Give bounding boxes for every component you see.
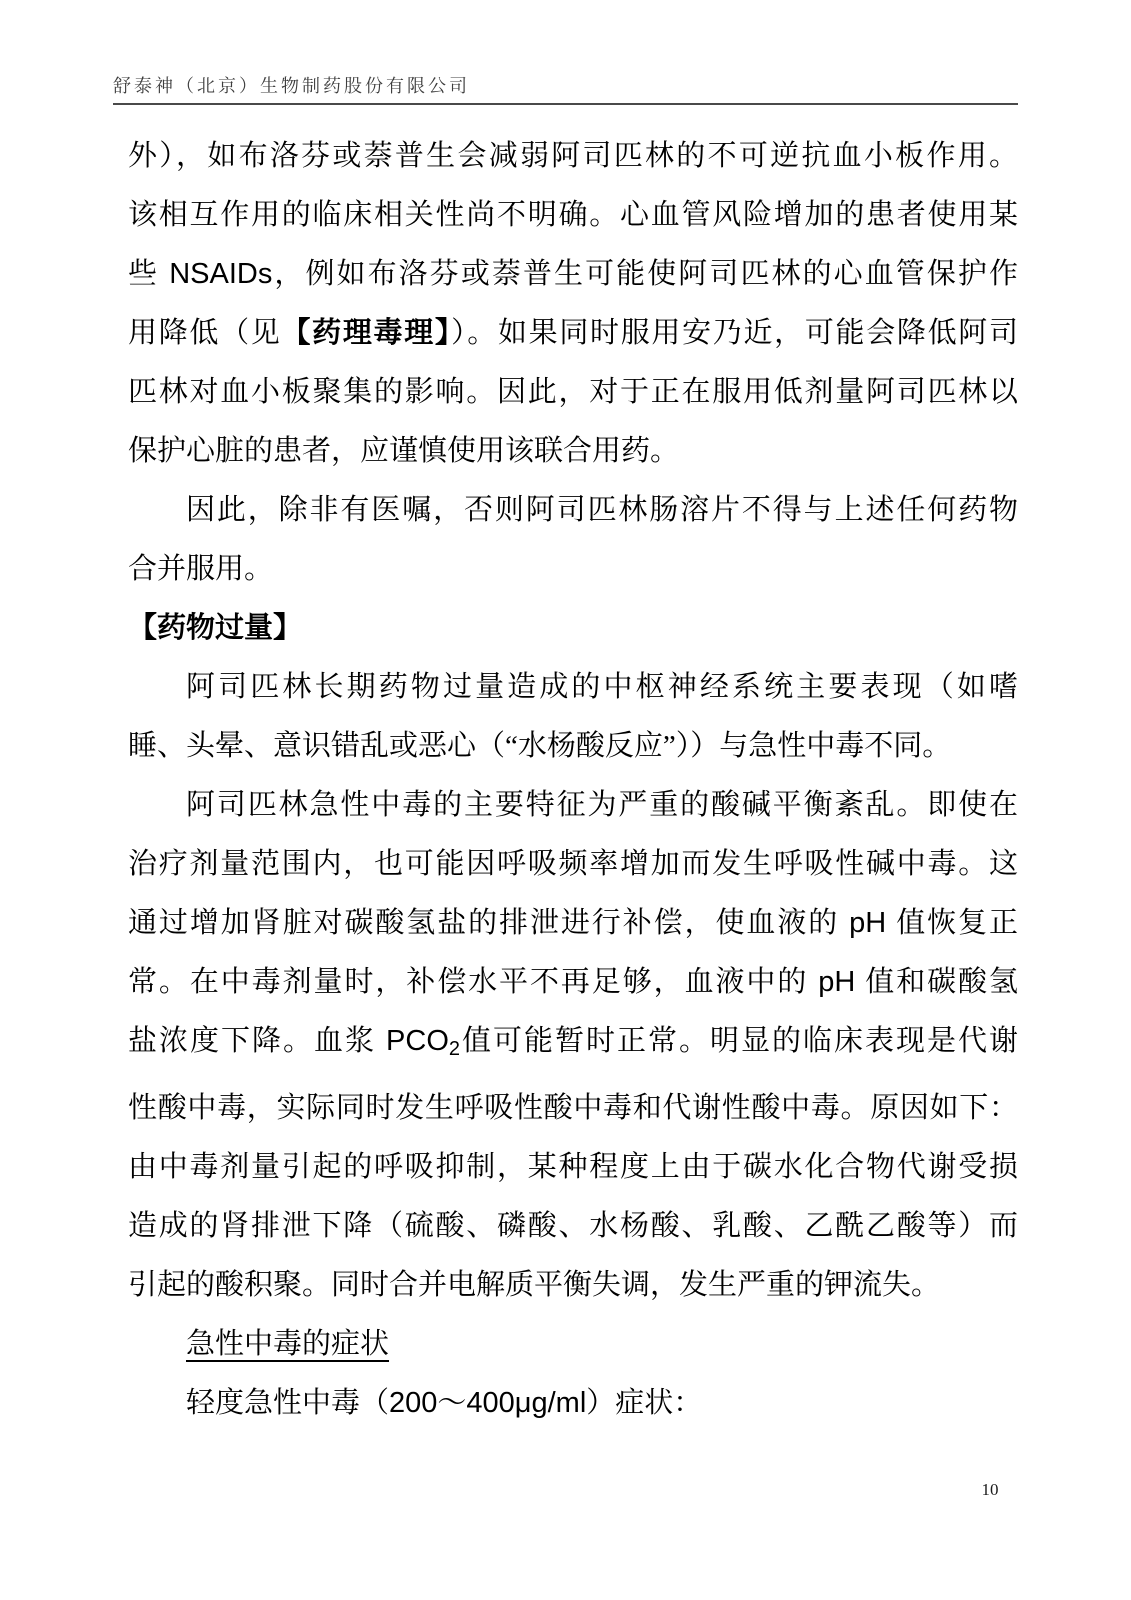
text-line <box>128 717 1018 776</box>
text-segment: ）症状： <box>586 1387 703 1419</box>
text-line <box>128 363 1018 422</box>
text-segment: ）。如果同时服用安乃近，可能会降低阿司 <box>451 317 1018 349</box>
text-segment: 造成的肾排泄下降（硫酸、磷酸、水杨酸、乳酸、乙酰乙酸等）而 <box>128 1210 1018 1242</box>
text-line <box>128 1012 1018 1079</box>
text-segment: 通过增加肾脏对碳酸氢盐的排泄进行补偿，使血液的 <box>128 907 840 939</box>
text-segment: 匹林对血小板聚集的影响。因此，对于正在服用低剂量阿司匹林以 <box>128 376 1018 408</box>
text-segment: PCO <box>375 1025 449 1057</box>
text-segment: ，例如布洛芬或萘普生可能使阿司匹林的心血管保护作 <box>272 258 1018 290</box>
text-segment: 盐浓度下降。血浆 <box>128 1025 376 1057</box>
text-segment: 轻度急性中毒（ <box>186 1387 390 1419</box>
text-line <box>128 658 1018 717</box>
text-line <box>128 186 1018 245</box>
text-segment: 由中毒剂量引起的呼吸抑制，某种程度上由于碳水化合物代谢受损 <box>128 1151 1018 1183</box>
text-segment: pH <box>839 907 897 939</box>
header-divider <box>113 103 1018 105</box>
text-segment: 外），如布洛芬或萘普生会减弱阿司匹林的不可逆抗血小板作用。 <box>128 140 1018 172</box>
text-line <box>128 835 1018 894</box>
text-line <box>128 127 1018 186</box>
text-line <box>128 1256 1018 1315</box>
text-segment: 用降低（见 <box>128 317 282 349</box>
text-line <box>128 1374 1018 1433</box>
text-segment: 急性中毒的症状 <box>186 1328 390 1360</box>
text-segment: 阿司匹林急性中毒的主要特征为严重的酸碱平衡紊乱。即使在 <box>186 789 1018 821</box>
text-segment: 值可能暂时正常。明显的临床表现是代谢 <box>460 1025 1018 1057</box>
text-segment: 值恢复正 <box>896 907 1018 939</box>
text-line <box>128 894 1018 953</box>
text-segment: 性酸中毒，实际同时发生呼吸性酸中毒和代谢性酸中毒。原因如下： <box>128 1092 1018 1124</box>
text-line <box>128 1315 1018 1374</box>
text-segment: 值和碳酸氢 <box>865 966 1018 998</box>
text-segment: 合并服用。 <box>128 553 274 585</box>
text-segment: NSAIDs <box>159 258 273 290</box>
text-segment: 阿司匹林长期药物过量造成的中枢神经系统主要表现（如嗜 <box>186 671 1018 703</box>
text-line <box>128 1197 1018 1256</box>
text-segment: 治疗剂量范围内，也可能因呼吸频率增加而发生呼吸性碱中毒。这 <box>128 848 1018 880</box>
text-line <box>128 1079 1018 1138</box>
text-segment: 2 <box>448 1038 461 1060</box>
text-segment: 200～400μg/ml <box>389 1387 587 1419</box>
text-segment: 引起的酸积聚。同时合并电解质平衡失调，发生严重的钾流失。 <box>128 1269 941 1301</box>
company-name: 舒泰神（北京）生物制药股份有限公司 <box>113 76 470 96</box>
text-line <box>128 481 1018 540</box>
text-segment: pH <box>808 966 866 998</box>
text-line <box>128 953 1018 1012</box>
text-line <box>128 1138 1018 1197</box>
text-segment: 常。在中毒剂量时，补偿水平不再足够，血液中的 <box>128 966 809 998</box>
text-segment: 保护心脏的患者，应谨慎使用该联合用药。 <box>128 435 680 467</box>
text-segment: 【药理毒理】 <box>281 317 452 349</box>
text-line <box>128 422 1018 481</box>
text-segment: 【药物过量】 <box>128 612 303 644</box>
text-line <box>128 245 1018 304</box>
text-line <box>128 776 1018 835</box>
text-segment: 些 <box>128 258 160 290</box>
document-body <box>128 127 1018 1433</box>
text-line <box>128 599 1018 658</box>
text-segment: 因此，除非有医嘱，否则阿司匹林肠溶片不得与上述任何药物 <box>186 494 1018 526</box>
text-line <box>128 540 1018 599</box>
page-number: 10 <box>981 1480 999 1499</box>
text-segment: 睡、头晕、意识错乱或恶心（“水杨酸反应”））与急性中毒不同。 <box>128 730 952 762</box>
text-segment: 该相互作用的临床相关性尚不明确。心血管风险增加的患者使用某 <box>128 199 1018 231</box>
text-line <box>128 304 1018 363</box>
